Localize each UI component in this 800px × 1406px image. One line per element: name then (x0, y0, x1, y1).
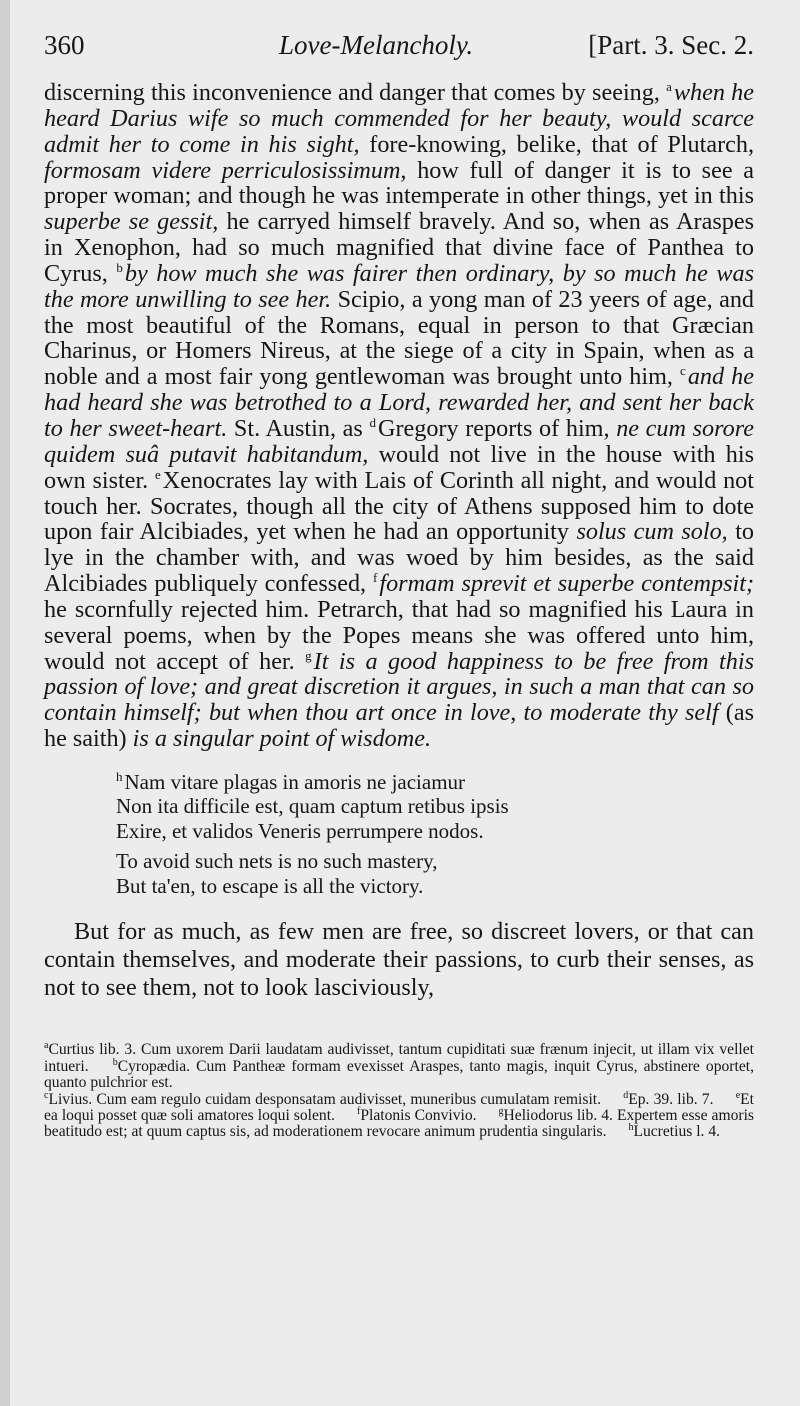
text-span: Gregory reports of him, (377, 414, 610, 442)
text-span: discerning this inconvenience and danger that comes by seeing, (44, 79, 660, 106)
italic-text: ne cum sorore quidem suâ putavit habitandum, (44, 414, 754, 468)
italic-text: solus cum solo, (576, 518, 728, 546)
italic-text: formam sprevit et superbe contempsit; (379, 570, 755, 598)
footnote-ref-b: b (116, 259, 123, 275)
footnote-text: Lucretius l. 4. (633, 1123, 721, 1141)
footnote-text: Cum eam regulo cuidam desponsatam audivisset, muneribus cumulatam remisit. (96, 1090, 602, 1108)
italic-text: and he had heard she was betrothed to a Lord, rewarded her, and sent her back to her sweet-heart. (44, 363, 754, 442)
footnote-ref-f: f (373, 569, 378, 585)
footnote-text: Cum uxorem Darii laudatam audivisset, tantum cupiditati suæ frænum injecit, ut illam vix vellet intueri. (44, 1041, 754, 1075)
footnote-ref-h: h (116, 768, 123, 784)
footnote-line (44, 1089, 755, 1141)
verse-quotation (116, 770, 754, 899)
footnote-ref-e: e (155, 466, 161, 482)
footnote-marker: d (623, 1089, 629, 1101)
footnote-source: Curtius lib. 3. (48, 1041, 137, 1059)
footnote-text: Et ea loqui posset quæ soli amatores loqui solent. (44, 1090, 755, 1125)
italic-text: is a singular point of wisdome. (132, 725, 432, 753)
footnote-ref-a: a (666, 78, 672, 94)
footnote-marker: e (735, 1089, 741, 1101)
verse-line: To avoid such nets is no such mastery, (116, 849, 438, 874)
text-span: he scornfully rejected him. Petrarch, that had so magnified his Laura in several poems, when by the Popes means she was offered unto him, would not accept of her. (44, 595, 754, 675)
verse-line: But ta'en, to escape is all the victory. (116, 873, 424, 898)
paragraph-1 (44, 80, 754, 752)
footnote-marker: a (44, 1040, 49, 1052)
footnote-text: Ep. 39. lib. 7. (628, 1090, 714, 1108)
footnote-ref-c: c (680, 363, 686, 379)
latin-verse (116, 770, 754, 844)
italic-text: when he heard Darius wife so much commended for her beauty, would scarce admit her to come in his sight, (44, 79, 755, 158)
italic-text: superbe se gessit, (44, 208, 219, 236)
text-span: fore-knowing, belike, that of Plutarch, (369, 130, 755, 158)
footnote-source: Heliodorus lib. 4. (503, 1107, 613, 1125)
text-span: Xenocrates lay with Lais of Corinth all night, and would not touch her. Socrates, though all the city of Athens supposed him to dote upon fair Alcibiades, yet when he had an opportunity (44, 466, 754, 546)
text-span: to lye in the chamber with, and was woed by him besides, as the said Alcibiades publiquely confessed, (44, 518, 755, 598)
text-span: St. Austin, as (233, 414, 363, 442)
footnote-text: Platonis Convivio. (360, 1107, 477, 1125)
main-text (44, 80, 754, 752)
footnote-marker: f (356, 1105, 361, 1117)
footnote-source: Livius. (48, 1090, 93, 1108)
running-title: Love-Melancholy. (279, 30, 474, 60)
text-span: (as he saith) (44, 699, 754, 753)
footnotes (44, 1042, 754, 1140)
verse-line (116, 770, 754, 795)
footnote-line (44, 1042, 754, 1091)
italic-text: formosam videre perriculosissimum, (44, 156, 407, 184)
italic-text: It is a good happiness to be free from this passion of love; and great discretion it argues, in such a man that can so contain himself; but when thou art once in love, to moderate thy self (44, 647, 754, 727)
text-span: Scipio, a yong man of 23 yeers of age, and the most beautiful of the Romans, equal in person to that Græcian Charinus, or Homers Nireus, at the siege of a city in Spain, when as a noble and a most fair yong gentlewoman was brought unto him, (44, 285, 755, 391)
running-head (44, 30, 754, 80)
page-number: 360 (44, 30, 85, 60)
verse-line: Non ita difficile est, quam captum retibus ipsis (116, 794, 509, 819)
footnote-text: Expertem esse amoris beatitudo est; at quum captus sis, ad moderationem revocare animum prudentia singularis. (44, 1107, 754, 1141)
footnote-marker: h (628, 1122, 634, 1134)
italic-text: by how much she was fairer then ordinary, by so much he was the more unwilling to see her. (44, 259, 755, 313)
verse-line-text: Nam vitare plagas in amoris ne jaciamur (124, 769, 466, 794)
footnote-ref-g: g (305, 647, 312, 663)
verse-line: Exire, et validos Veneris perrumpere nodos. (116, 818, 484, 843)
text-span: how full of danger it is to see a proper woman; and though he was intemperate in other things, yet in this (44, 156, 754, 210)
paragraph-2: But for as much, as few men are free, so discreet lovers, or that can contain themselves, and moderate their passions, to curb their senses, as not to see them, not to look lasciviously, (44, 918, 754, 1002)
footnote-text: Cyropædia. Cum Pantheæ formam evexisset Araspes, tanto magis, inquit Cyrus, abstinere oportet, quanto pulchrior est. (44, 1057, 754, 1092)
footnote-marker: g (498, 1105, 504, 1117)
footnote-marker: b (112, 1056, 118, 1068)
footnote-ref-d: d (369, 414, 376, 430)
text-span: would not live in the house with his own sister. (44, 440, 755, 494)
part-section-label: [Part. 3. Sec. 2. (588, 30, 754, 60)
text-span: he carryed himself bravely. And so, when as Araspes in Xenophon, had so much magnified that divine face of Panthea to Cyrus, (44, 208, 754, 287)
footnote-marker: c (44, 1089, 49, 1101)
english-verse (116, 849, 754, 898)
